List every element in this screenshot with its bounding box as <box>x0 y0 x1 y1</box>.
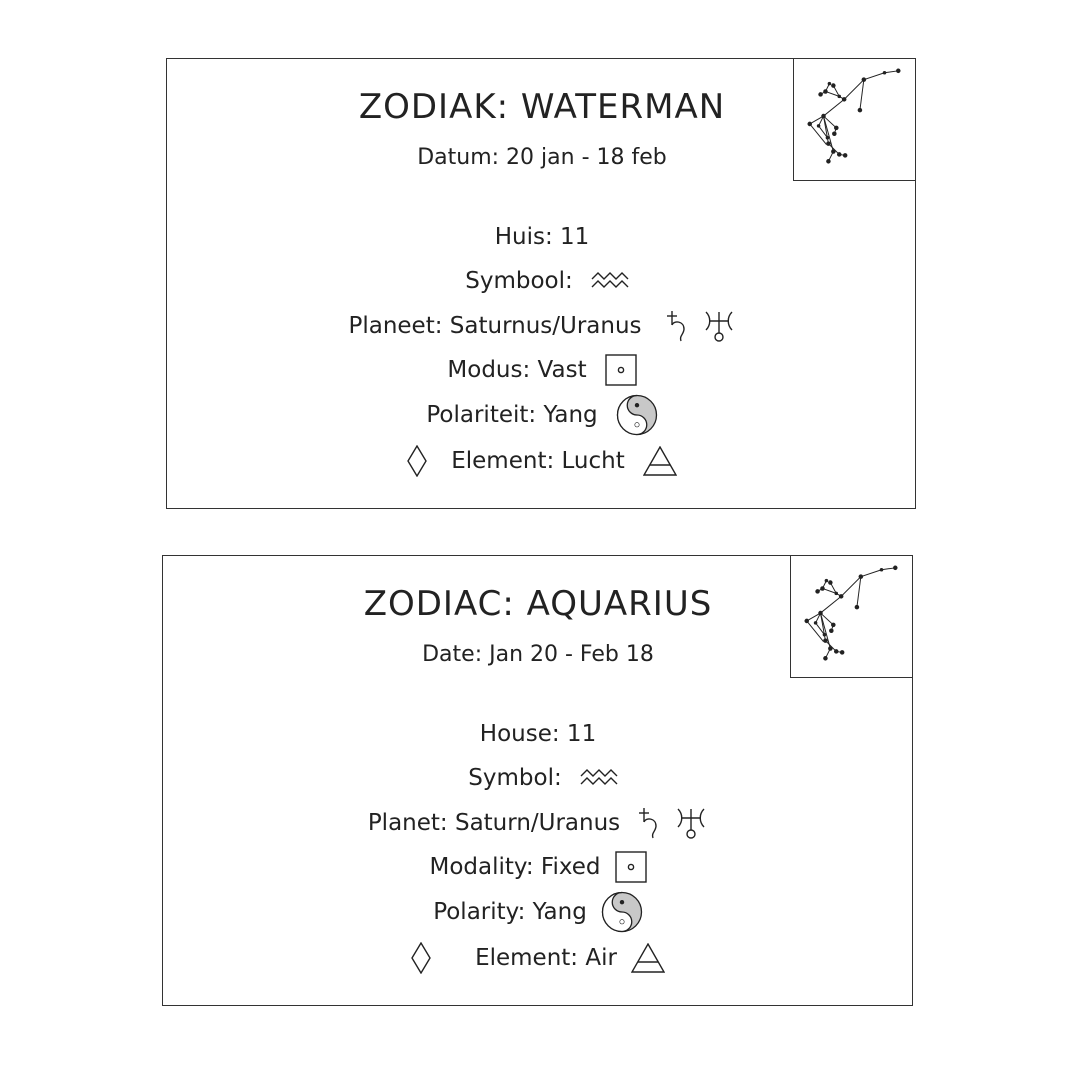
air-element-icon <box>631 943 665 973</box>
modality-row <box>167 350 917 390</box>
symbol-row <box>167 261 917 301</box>
house-row <box>167 217 917 257</box>
element-row <box>163 938 913 978</box>
symbol-row <box>163 758 913 798</box>
zodiac-card-english <box>162 555 913 1006</box>
card-title: ZODIAC: AQUARIUS <box>363 584 713 624</box>
aquarius-sign-icon <box>580 767 620 789</box>
modality-label: Modality: Fixed <box>429 854 601 880</box>
polarity-label: Polariteit: Yang <box>426 402 598 428</box>
house-label: Huis: 11 <box>494 224 590 250</box>
symbol-label: Symbool: <box>465 268 573 294</box>
polarity-label: Polarity: Yang <box>433 899 587 925</box>
polarity-row <box>167 395 917 435</box>
element-row <box>167 441 917 481</box>
modality-label: Modus: Vast <box>447 357 587 383</box>
polarity-row <box>163 892 913 932</box>
yin-yang-icon <box>616 394 658 436</box>
house-label: House: 11 <box>479 721 597 747</box>
saturn-icon <box>664 309 690 343</box>
diamond-icon <box>407 445 427 477</box>
element-label: Element: Lucht <box>451 448 625 474</box>
saturn-icon <box>636 806 662 840</box>
zodiac-card-dutch <box>166 58 916 509</box>
card-title: ZODIAK: WATERMAN <box>358 87 726 127</box>
date-range: Datum: 20 jan - 18 feb <box>417 145 667 170</box>
planet-row <box>167 306 917 346</box>
diamond-icon <box>411 942 431 974</box>
uranus-icon <box>674 806 708 840</box>
symbol-label: Symbol: <box>468 765 562 791</box>
yin-yang-icon <box>601 891 643 933</box>
fixed-modality-icon <box>605 354 637 386</box>
planet-label: Planet: Saturn/Uranus <box>367 810 621 836</box>
house-row <box>163 714 913 754</box>
date-range: Date: Jan 20 - Feb 18 <box>422 642 654 667</box>
fixed-modality-icon <box>615 851 647 883</box>
uranus-icon <box>702 309 736 343</box>
aquarius-sign-icon <box>591 270 631 292</box>
planet-row <box>163 803 913 843</box>
planet-label: Planeet: Saturnus/Uranus <box>348 313 642 339</box>
air-element-icon <box>643 446 677 476</box>
element-label: Element: Air <box>475 945 617 971</box>
modality-row <box>163 847 913 887</box>
